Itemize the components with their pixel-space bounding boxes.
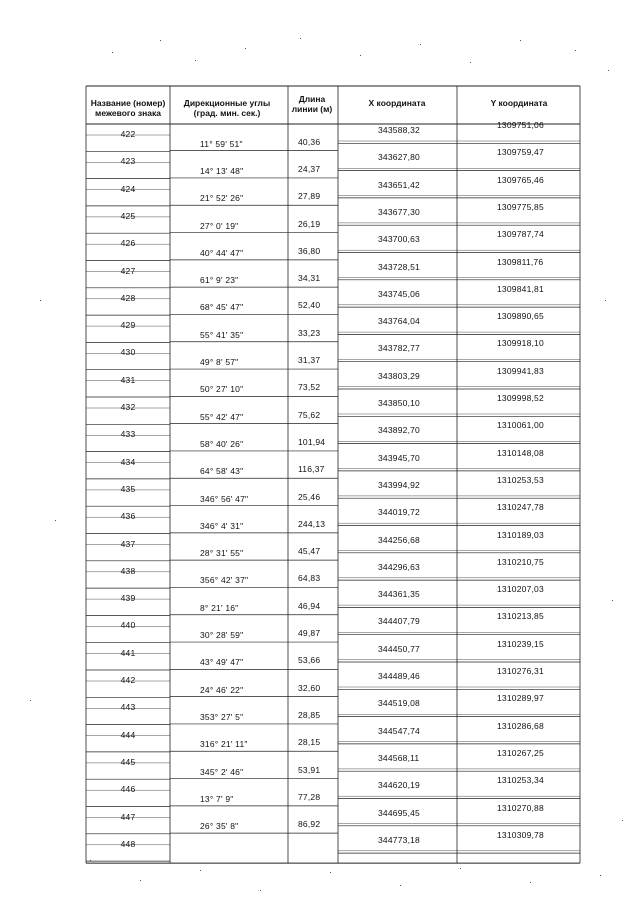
scan-speck xyxy=(520,40,521,41)
direction-angle: 55° 41' 35" xyxy=(200,329,244,340)
direction-angle: 68° 45' 47" xyxy=(200,302,244,313)
direction-angle: 356° 42' 37" xyxy=(200,575,249,586)
scan-speck xyxy=(400,885,401,886)
line-length: 28,85 xyxy=(298,709,321,720)
point-name: 427 xyxy=(120,265,136,276)
x-coordinate: 343700,63 xyxy=(378,234,420,245)
line-length: 116,37 xyxy=(298,464,325,475)
y-coordinate: 1310289,97 xyxy=(497,693,544,704)
point-name: 445 xyxy=(120,756,136,767)
point-name: 424 xyxy=(120,183,136,194)
line-length: 77,28 xyxy=(298,791,321,802)
scan-speck xyxy=(605,300,606,301)
point-name: 434 xyxy=(120,456,136,467)
scan-speck xyxy=(622,820,623,821)
point-name: 432 xyxy=(120,402,136,412)
direction-angle: 30° 28' 59" xyxy=(200,630,244,641)
scan-speck xyxy=(112,52,113,53)
scan-speck xyxy=(420,44,421,45)
line-length: 53,66 xyxy=(298,655,321,666)
line-length: 49,87 xyxy=(298,628,321,639)
point-name: 447 xyxy=(120,811,136,822)
point-name: 439 xyxy=(120,593,136,604)
y-coordinate: 1309787,74 xyxy=(497,229,544,240)
direction-angle: 24° 46' 22" xyxy=(200,684,244,695)
line-length: 86,92 xyxy=(298,819,321,830)
header-direction-angles: Дирекционные углы (град. мин. сек.) xyxy=(183,98,271,118)
x-coordinate: 343764,04 xyxy=(378,316,420,327)
x-coordinate: 344361,35 xyxy=(378,589,420,600)
line-length: 28,15 xyxy=(298,737,321,748)
point-name: 431 xyxy=(120,374,136,385)
x-coordinate: 344519,08 xyxy=(378,698,420,709)
direction-angle: 11° 59' 51" xyxy=(200,138,243,149)
direction-angle: 61° 9' 23" xyxy=(200,275,239,286)
scan-speck xyxy=(470,62,471,63)
x-coordinate: 344296,63 xyxy=(378,561,420,572)
y-coordinate: 1309811,76 xyxy=(497,256,544,267)
scan-speck xyxy=(55,520,56,521)
header-line-length: Длина линии (м) xyxy=(291,94,333,114)
point-name: 437 xyxy=(120,538,136,549)
point-name: 425 xyxy=(120,210,136,221)
point-name: 433 xyxy=(120,429,136,440)
line-length: 52,40 xyxy=(298,300,321,311)
point-name: 429 xyxy=(120,320,136,331)
scan-speck xyxy=(575,50,576,51)
line-length: 101,94 xyxy=(298,436,326,447)
x-coordinate: 343745,06 xyxy=(378,288,420,299)
direction-angle: 14° 13' 48" xyxy=(200,165,244,176)
y-coordinate: 1310253,34 xyxy=(497,775,544,786)
line-length: 244,13 xyxy=(298,518,326,529)
direction-angle: 43° 49' 47" xyxy=(200,657,244,668)
x-coordinate: 343627,80 xyxy=(378,152,420,163)
line-length: 33,23 xyxy=(298,327,321,338)
point-name: 428 xyxy=(120,292,136,303)
direction-angle: 49° 8' 57" xyxy=(200,357,239,368)
x-coordinate: 344407,79 xyxy=(378,616,420,627)
y-coordinate: 1309759,47 xyxy=(497,147,544,158)
x-coordinate: 343588,32 xyxy=(378,125,420,135)
x-coordinate: 344489,46 xyxy=(378,671,420,681)
direction-angle: 346° 4' 31" xyxy=(200,520,244,531)
y-coordinate: 1309775,85 xyxy=(497,201,544,212)
scan-speck xyxy=(300,38,301,39)
line-length: 24,37 xyxy=(298,163,321,174)
direction-angle: 8° 21' 16" xyxy=(200,602,239,613)
line-length: 26,19 xyxy=(298,218,321,229)
y-coordinate: 1309751,06 xyxy=(497,120,544,130)
y-coordinate: 1310276,31 xyxy=(497,666,544,676)
point-name: 423 xyxy=(120,156,136,167)
point-name: 426 xyxy=(120,238,136,249)
line-length: 36,80 xyxy=(298,245,321,256)
scan-speck xyxy=(460,868,461,869)
point-name: 430 xyxy=(120,347,136,358)
y-coordinate: 1309998,52 xyxy=(497,393,544,403)
direction-angle: 64° 58' 43" xyxy=(200,466,244,477)
line-length: 31,37 xyxy=(298,355,321,366)
point-name: 422 xyxy=(120,129,136,139)
direction-angle: 353° 27' 5" xyxy=(200,711,244,722)
point-name: 436 xyxy=(120,511,136,522)
line-length: 75,62 xyxy=(298,409,321,420)
direction-angle: 345° 2' 46" xyxy=(200,766,244,777)
y-coordinate: 1309918,10 xyxy=(497,338,544,349)
x-coordinate: 343850,10 xyxy=(378,398,420,408)
direction-angle: 28° 31' 55" xyxy=(200,548,244,559)
y-coordinate: 1310253,53 xyxy=(497,474,544,485)
x-coordinate: 344256,68 xyxy=(378,534,420,545)
y-coordinate: 1310210,75 xyxy=(497,556,544,567)
point-name: 448 xyxy=(120,838,136,849)
point-name: 438 xyxy=(120,565,136,576)
y-coordinate: 1310239,15 xyxy=(497,638,544,649)
point-name: 441 xyxy=(120,647,136,658)
x-coordinate: 344773,18 xyxy=(378,834,420,845)
scan-speck xyxy=(195,60,196,61)
y-coordinate: 1310061,00 xyxy=(497,420,544,431)
direction-angle: 40° 44' 47" xyxy=(200,247,244,258)
x-coordinate: 343994,92 xyxy=(378,479,420,490)
y-coordinate: 1310267,25 xyxy=(497,747,544,758)
y-coordinate: 1310213,85 xyxy=(497,611,544,622)
x-coordinate: 343803,29 xyxy=(378,370,420,381)
y-coordinate: 1310270,88 xyxy=(497,802,544,813)
scan-speck xyxy=(360,55,361,56)
direction-angle: 346° 56' 47" xyxy=(200,493,249,504)
y-coordinate: 1309890,65 xyxy=(497,311,544,322)
scan-speck xyxy=(30,700,31,701)
x-coordinate: 343677,30 xyxy=(378,206,420,217)
line-length: 32,60 xyxy=(298,682,321,693)
direction-angle: 26° 35' 8" xyxy=(200,821,239,832)
x-coordinate: 343782,77 xyxy=(378,343,420,354)
direction-angle: 316° 21' 11" xyxy=(200,739,248,750)
point-name: 442 xyxy=(120,675,136,685)
y-coordinate: 1309765,46 xyxy=(497,174,544,185)
line-length: 73,52 xyxy=(298,382,321,393)
line-length: 34,31 xyxy=(298,273,321,284)
header-point-name: Название (номер) межевого знака xyxy=(90,98,166,118)
x-coordinate: 344450,77 xyxy=(378,643,420,654)
x-coordinate: 344547,74 xyxy=(378,725,420,736)
y-coordinate: 1310286,68 xyxy=(497,720,544,731)
x-coordinate: 344019,72 xyxy=(378,507,420,518)
scan-speck xyxy=(245,48,246,49)
x-coordinate: 344695,45 xyxy=(378,807,420,818)
y-coordinate: 1310247,78 xyxy=(497,502,544,513)
y-coordinate: 1309841,81 xyxy=(497,283,544,294)
direction-angle: 27° 0' 19" xyxy=(200,220,239,231)
x-coordinate: 343892,70 xyxy=(378,425,420,436)
line-length: 46,94 xyxy=(298,600,321,611)
line-length: 25,46 xyxy=(298,491,321,502)
scan-speck xyxy=(600,875,601,876)
line-length: 27,89 xyxy=(298,191,321,202)
scan-speck xyxy=(90,860,91,861)
scan-speck xyxy=(260,890,261,891)
line-length: 40,36 xyxy=(298,136,321,147)
direction-angle: 21° 52' 26" xyxy=(200,193,244,204)
scan-speck xyxy=(330,872,331,873)
direction-angle: 50° 27' 10" xyxy=(200,384,244,395)
point-name: 446 xyxy=(120,784,136,795)
point-name: 444 xyxy=(120,729,136,740)
scan-speck xyxy=(608,70,609,71)
scan-speck xyxy=(140,880,141,881)
scan-speck xyxy=(530,882,531,883)
scan-speck xyxy=(40,300,41,301)
direction-angle: 55° 42' 47" xyxy=(200,411,244,422)
y-coordinate: 1310148,08 xyxy=(497,447,544,458)
y-coordinate: 1310207,03 xyxy=(497,584,544,595)
x-coordinate: 343945,70 xyxy=(378,452,420,463)
scan-speck xyxy=(160,40,161,41)
line-length: 53,91 xyxy=(298,764,321,775)
y-coordinate: 1309941,83 xyxy=(497,365,544,376)
direction-angle: 58° 40' 26" xyxy=(200,438,244,449)
x-coordinate: 343728,51 xyxy=(378,261,420,272)
line-length: 64,83 xyxy=(298,573,321,584)
header-y-coordinate: Y координата xyxy=(490,98,548,108)
scan-speck xyxy=(612,600,613,601)
y-coordinate: 1310309,78 xyxy=(497,829,544,840)
x-coordinate: 343651,42 xyxy=(378,179,420,190)
header-x-coordinate: X координата xyxy=(368,98,426,108)
point-name: 435 xyxy=(120,483,136,494)
point-name: 443 xyxy=(120,702,136,713)
y-coordinate: 1310189,03 xyxy=(497,529,544,540)
scan-speck xyxy=(200,870,201,871)
line-length: 45,47 xyxy=(298,546,321,557)
direction-angle: 13° 7' 9" xyxy=(200,793,234,804)
x-coordinate: 344620,19 xyxy=(378,780,420,791)
x-coordinate: 344568,11 xyxy=(378,752,420,763)
point-name: 440 xyxy=(120,620,136,631)
